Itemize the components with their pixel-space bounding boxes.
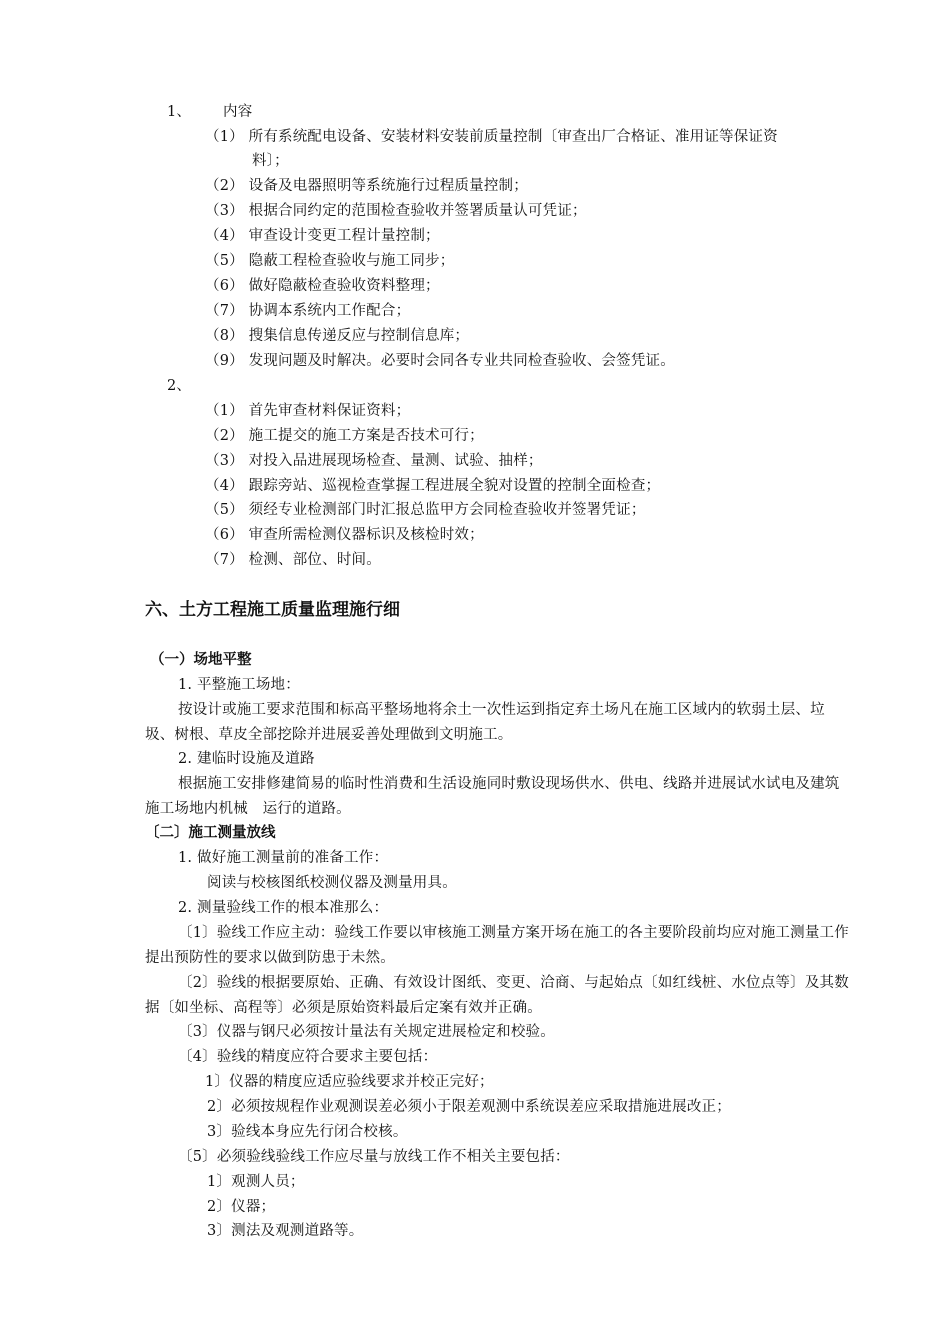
section1-item: （6） 做好隐蔽检查验收资料整理； [205, 278, 440, 294]
section1-item: （4） 审查设计变更工程计量控制； [205, 228, 440, 244]
sub1-item1-title: 1. 平整施工场地： [178, 677, 300, 693]
sub2-rule-4: 〔4〕验线的精度应符合要求主要包括： [178, 1049, 438, 1065]
sub1-item1-text: 按设计或施工要求范围和标高平整场地将余土一次性运到指定弃土场凡在施工区域内的软弱土层、垃圾、树根、草皮全部挖除并进展妥善处理做到文明施工。 [145, 702, 825, 743]
section1-item: （7） 协调本系统内工作配合； [205, 303, 411, 319]
sub2-rule-4-item: 1〕仪器的精度应适应验线要求并校正完好； [205, 1074, 494, 1090]
section1-item: （8） 搜集信息传递反应与控制信息库； [205, 328, 470, 344]
sub2-rule-3: 〔3〕仪器与钢尺必须按计量法有关规定进展检定和校验。 [178, 1024, 555, 1040]
section1-item: （3） 根据合同约定的范围检查验收并签署质量认可凭证； [205, 203, 587, 219]
subsection-1-title: （一）场地平整 [150, 652, 252, 668]
sub2-item2-title: 2. 测量验线工作的根本准那么： [178, 900, 389, 916]
sub2-rule-4-item: 2〕必须按规程作业观测误差必须小于限差观测中系统误差应采取措施进展改正； [207, 1099, 731, 1115]
sub1-item2-text: 根据施工安排修建简易的临时性消费和生活设施同时敷设现场供水、供电、线路并进展试水试电及建筑施工场地内机械 运行的道路。 [145, 776, 840, 817]
sub2-rule-5-item: 2〕仪器； [207, 1199, 276, 1215]
section1-item-continued: 料〕； [252, 153, 289, 169]
section1-item: （9） 发现问题及时解决。必要时会同各专业共同检查验收、会签凭证。 [205, 353, 675, 369]
section1-number: 1、 [167, 104, 192, 120]
section2-item: （2） 施工提交的施工方案是否技术可行； [205, 428, 484, 444]
section2-item: （5） 须经专业检测部门时汇报总监甲方会同检查验收并签署凭证； [205, 502, 646, 518]
sub1-item2-title: 2. 建临时设施及道路 [178, 751, 315, 767]
section2-item: （7） 检测、部位、时间。 [205, 552, 381, 568]
sub2-rule-4-item: 3〕验线本身应先行闭合校核。 [207, 1124, 408, 1140]
section1-heading: 内容 [223, 104, 253, 120]
section2-number: 2、 [167, 378, 192, 394]
sub2-item1-title: 1. 做好施工测量前的准备工作： [178, 850, 389, 866]
section1-item: （1） 所有系统配电设备、安装材料安装前质量控制〔审查出厂合格证、准用证等保证资 [205, 129, 778, 145]
sub2-rule-5-item: 3〕测法及观测道路等。 [207, 1223, 364, 1239]
sub2-item1-text: 阅读与校核图纸校测仪器及测量用具。 [207, 875, 457, 891]
chapter-title: 六、土方工程施工质量监理施行细 [145, 600, 400, 620]
sub2-rule-1: 〔1〕验线工作应主动：验线工作要以审核施工测量方案开场在施工的各主要阶段前均应对施工测量工作提出预防性的要求以做到防患于未然。 [145, 925, 849, 966]
section2-item: （3） 对投入品进展现场检查、量测、试验、抽样； [205, 453, 543, 469]
subsection-2-title: 〔二〕施工测量放线 [145, 825, 276, 841]
section2-item: （4） 跟踪旁站、巡视检查掌握工程进展全貌对设置的控制全面检查； [205, 478, 661, 494]
sub2-rule-2: 〔2〕验线的根据要原始、正确、有效设计图纸、变更、洽商、与起始点〔如红线桩、水位点等〕及其数据〔如坐标、高程等〕必须是原始资料最后定案有效并正确。 [145, 975, 849, 1016]
section1-item: （2） 设备及电器照明等系统施行过程质量控制； [205, 178, 528, 194]
section1-item: （5） 隐蔽工程检查验收与施工同步； [205, 253, 455, 269]
section2-item: （1） 首先审查材料保证资料； [205, 403, 411, 419]
section2-item: （6） 审查所需检测仪器标识及核检时效； [205, 527, 484, 543]
sub2-rule-5: 〔5〕必须验线验线工作应尽量与放线工作不相关主要包括： [178, 1149, 570, 1165]
sub2-rule-5-item: 1〕观测人员； [207, 1174, 305, 1190]
